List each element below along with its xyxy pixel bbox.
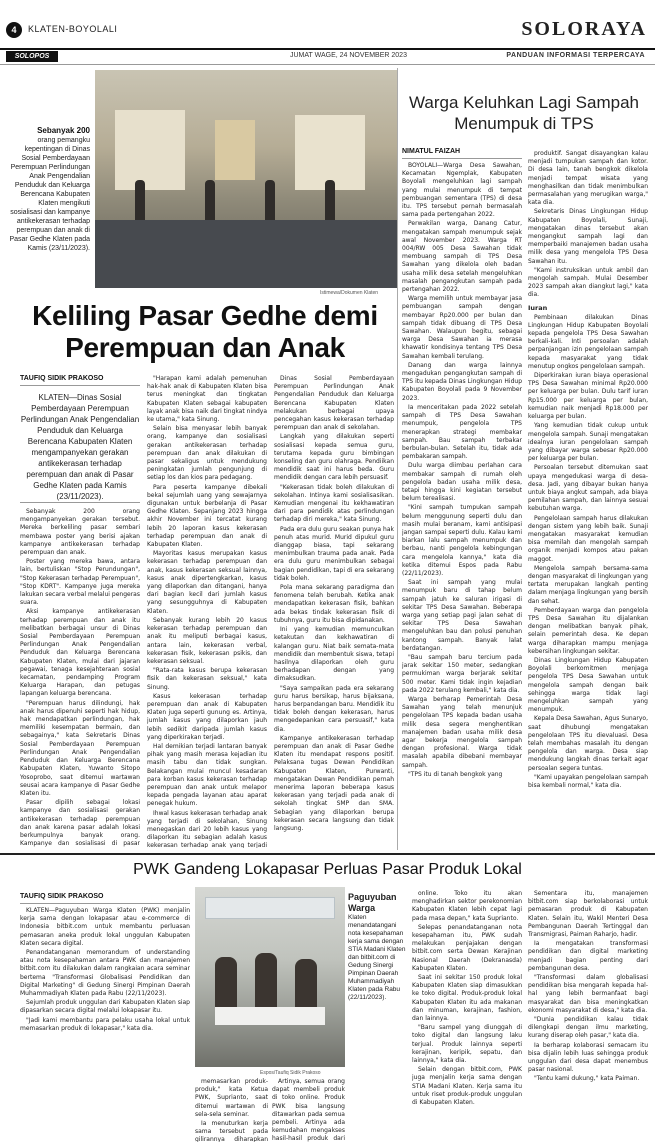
story3-col1 <box>20 907 190 1142</box>
caption-lead: Paguyuban Warga <box>348 892 397 913</box>
mou-signing-photo <box>195 887 345 1067</box>
story1-col3 <box>274 375 394 848</box>
market-campaign-photo <box>95 70 397 288</box>
paragraph: Pola mana sekarang paradigma dan fenomena telah berubah. Ketika anak mendapatkan kekerasan fisik, bahkan ada bekas tindak kekerasan fisik di tubuhnya, guru itu bisa dipidanakan. <box>274 584 394 624</box>
paragraph: "Jadi kami membantu para pelaku usaha lokal untuk memasarkan produk di lokapasar," kata dia. <box>20 1016 190 1032</box>
photo-caption-2 <box>348 892 408 1002</box>
paragraph: Kasus kekerasan terhadap perempuan dan anak di Kabupaten Klaten juga seperti gunung es. Artinya, jumlah kasus yang dilaporkan jauh lebih sedikit daripada jumlah kasus yang diperkirakan terjadi. <box>147 692 267 741</box>
paragraph: KLATEN—Paguyuban Warga Klaten (PWK) menjalin kerja sama dengan lokapasar atau e-commerce di Indonesia bitbit.com untuk membantu perluasan pemasaran aneka produk lokal unggulan Kabupaten Klaten secara digital. <box>20 907 190 947</box>
paragraph: Ia mengatakan transformasi pendidikan dan digital marketing menjadi bagian penting dari pembangunan desa. <box>528 940 648 972</box>
paragraph: Ia menuturkan kerja sama tersebut pada gilirannya diharapkan <box>195 1120 268 1142</box>
divider <box>402 158 522 159</box>
page-number: 4 <box>6 22 22 38</box>
lead-1: KLATEN—Dinas Sosial Pemberdayaan Perempuan Perlindungan Anak Pengendalian Penduduk dan Keluarga Berencana Kabupaten Klaten mengampanyekan gerakan antikekerasan terhadap perempuan dan anak di Pasar Gedhe Klaten pada Kamis (23/11/2023). <box>20 393 140 501</box>
paragraph: Pemberdayaan warga dan pengelola TPS Desa Sawahan itu dijalankan dengan melibatkan banyak pihak, selain pemerintah desa. Ke depan warga diharapkan mampu menjaga kebersihan lingkungan sekitar. <box>528 606 648 655</box>
story2-col2 <box>528 150 648 850</box>
paragraph: Hal demikian terjadi lantaran banyak pihak yang masih merasa kejadian itu masih tabu dan tidak sungkan. Belakangan mulai muncul kesadaran para korban kasus kekerasan terhadap perempuan dan anak untuk melapor kepada pengada layanan atau aparat penegak hukum. <box>147 742 267 808</box>
byline-1-wrap <box>20 375 140 382</box>
paragraph: "Bau sampah baru tercium pada jarak sekitar 150 meter, sedangkan permukiman warga berjarak sekitar 500 meter. Kami tidak ingin kejadian pada 2022 terulang kembali," kata dia. <box>402 653 522 694</box>
person-shape <box>135 180 145 220</box>
byline-2: NIMATUL FAIZAH <box>402 148 461 155</box>
paragraph: Dulu warga diimbau perlahan cara membakar sampah di rumah oleh pengelola badan usaha milik desa, tetapi hingga kini kegiatan tersebut belum terealisasi. <box>402 462 522 503</box>
paragraph: Yang kemudian tidak cukup untuk mengelola sampah. Sunaji mengatakan idealnya iuran pengelolaan sampah yang dibayar warga sebesar Rp20.000 per keluarga per bulan. <box>528 422 648 463</box>
paragraph: "Harapan kami adalah pemenuhan hak-hak anak di Kabupaten Klaten bisa terus meningkat dan tingkatan Kabupaten Klaten sebagai kabupaten layak anak bisa naik dari tingkat nindya ke utama," kata Sinung. <box>147 375 267 424</box>
issue-date: JUMAT WAGE, 24 NOVEMBER 2023 <box>290 52 407 59</box>
headline-1: Keliling Pasar Gedhe demi Perempuan dan Anak <box>32 300 378 363</box>
story1-col1 <box>20 508 140 848</box>
section-rule <box>0 853 655 855</box>
paragraph: Sekretaris Dinas Lingkungan Hidup Kabupaten Boyolali, Sunaji, mengatakan dinas tersebut akan mengangkut sampah lagi dan memperbaiki manajemen badan usaha milik desa yang mengelola TPS Desa Sawahan itu. <box>528 208 648 265</box>
paragraph: produktif. Sangat disayangkan kalau menjadi tumpukan sampah dan kotor. Di desa lain, tanah bengkok dikelola menjadi tempat wisata yang menghasilkan dan tidak menimbulkan permasalahan yang merugikan warga," kata dia. <box>528 150 648 207</box>
headline-2: Warga Keluhkan Lagi Sampah Menumpuk di TPS <box>409 93 639 133</box>
paragraph: online. Toko itu akan menghadirkan sektor perekonomian Kabupaten Klaten lebih cepat lagi pada masa depan," kata Suprianto. <box>412 890 522 922</box>
byline-1: TAUFIQ SIDIK PRAKOSO <box>20 375 104 382</box>
paragraph: Diperkirakan iuran biaya operasional TPS Desa Sawahan minimal Rp20.000 per keluarga per bulan. Dulu tarif iuran Rp15.000 per keluarga per bulan, kemudian naik menjadi Rp18.000 per keluarga per bulan. <box>528 372 648 421</box>
paragraph: "Kini sampah tumpukan sampah belum menggunung seperti dulu dan masih mulai beranam, kami antisipasi jangan sampai seperti dulu. Kalau kami biarkan lalu sampah menumpuk dan berbau, nanti pengelola kebingungan cara mengelola kannya," kata dia ketika ditemui Espos pada Rabu (22/11/2023). <box>402 504 522 577</box>
paragraph: "Kekerasan tidak boleh dilakukan di sekolahan. Intinya kami sosialisasikan. Kemudian mengenai itu kekhawatiran dari para pendidik atas perlindungan terhadap diri mereka," kata Sinung. <box>274 483 394 524</box>
masthead-rule <box>0 48 655 50</box>
paragraph: "TPS itu di tanah bengkok yang <box>408 770 503 778</box>
paragraph: Sebanyak kurang lebih 20 kasus kekerasan terhadap perempuan dan anak itu meliputi berbagai kasus, antara lain, kekerasan verbal, kekerasan fisik, kekerasan psikis, dan kekerasan seksual. <box>147 616 267 665</box>
paragraph: "Perempuan harus dilindungi, hak anak harus dipenuhi seperti hak hidup, hak mendapatkan perlindungan, hak memiliki kesempatan bermain, dan sebagainya," kata Sekretaris Dinas Sosial Pemberdayaan Perempuan Perlindungan Anak Pengendalian Penduduk dan Keluarga Berencana Kabupaten Klaten, Yuwanto Sitopo Yosoprobo, saat ditemui wartawan seusai acara kampanye di Pasar Gedhe Klaten itu. <box>20 699 140 797</box>
paragraph: Selain dengan bitbit.com, PWK juga menjalin kerja sama dengan STIA Madani Klaten. Kerja sama itu untuk riset produk-produk unggulan di Kabupaten Klaten. <box>412 1066 522 1107</box>
paragraph: "Tentu kami dukung," kata Paiman. <box>534 1075 640 1083</box>
paragraph: Pasar dipilih sebagai lokasi kampanye dan sosialisasi gerakan antikekerasan terhadap perempuan dan anak karena pasar adalah lokasi berkumpulnya banyak orang. Kampanye dan sosialisasi di pasar <box>20 799 140 848</box>
photo-caption-1 <box>8 126 90 253</box>
poster-shape <box>115 110 185 190</box>
paragraph: Mayoritas kasus merupakan kasus kekerasan terhadap perempuan dan anak, kasus kekerasan seksual lainnya, kasus anak dipertengkarkan, kasus yang dilaporkan dan ditangani, hanya dari bagian kecil dari jumlah kasus yang sesungguhnya di Kabupaten Klaten. <box>147 550 267 615</box>
paragraph: Pembinaan dilakukan Dinas Lingkungan Hidup Kabupaten Boyolali kepada pengelola TPS Desa Sawahan berkali-kali. Inti persoalan adalah perpanjangan izin pengelolaan sampah kepada masyarakat yang tidak menutup ongkos pengelolaan sampah. <box>528 313 648 370</box>
paragraph: Kampanye antikekerasan terhadap perempuan dan anak di Pasar Gedhe Klaten itu mendapat respons positif. Pelaksana tugas Dewan Pendidikan Kabupaten Klaten, Purwanti, mengatakan Dewan Pendidikan pernah menerima laporan beberapa kasus kekerasan yang terjadi pada anak di sekolah tingkat SMP dan SMA. Sebagian yang dilaporkan berupa kekerasan secara langsung dan tidak langsung. <box>274 734 394 832</box>
rubric-label: KLATEN-BOYOLALI <box>28 24 118 34</box>
paragraph: Saat ini sampah yang mulai menumpuk baru di tahap belum sampah jatuh ke saluran irigasi di sekitar TPS Desa Sawahan. Beberapa warga yang setiap pagi jalan sehat di sekitar TPS Desa Sawahan mengeluhkan bau dan polusi penuhan kantong sampah. Banyak lalat berdatangan. <box>402 579 522 652</box>
paragraph: "Baru sampel yang diunggah di toko digital dan langsung laku terjual. Produk lainnya seperti kerajinan, keripik, sepatu, dan lainnya," kata dia. <box>412 1024 522 1065</box>
paragraph: Dinas Sosial Pemberdayaan Perempuan Perlindungan Anak Pengendalian Penduduk dan Keluarga Berencana Kabupaten Klaten melakukan berbagai upaya pencegahan kasus kekerasan terhadap perempuan dan anak di sekolahan. <box>274 375 394 432</box>
masthead <box>0 0 655 48</box>
section-title: SOLORAYA <box>521 18 647 40</box>
paragraph: Kepala Desa Sawahan, Agus Sunaryo, saat dihubungi mengatakan pengelolaan TPS itu dievaluasi. Desa telah membahas masalah itu dengan pengelola dan warga. Desa siap mendukung langkah dinas terkait agar persoalan segera tuntas. <box>528 715 648 772</box>
paragraph: "Kami upayakan pengelolaan sampah bisa kembali normal," kata dia. <box>528 773 648 790</box>
divider <box>20 903 190 904</box>
poster-shape <box>295 115 365 190</box>
story3-col5 <box>528 890 648 1142</box>
tagline: PANDUAN INFORMASI TERPERCAYA <box>506 52 645 59</box>
paragraph: Ia menceritakan pada 2022 setelah sampah di TPS Desa Sawahan menumpuk, pengelola TPS menerapkan strategi membakar sampah. Bau sampah terbakar berbulan-bulan. Setelah itu, tidak ada pembakaran sampah. <box>402 403 522 461</box>
paragraph: Sementara itu, manajemen bitbit.com siap berkolaborasi untuk pemasaran produk di Kabupaten Klaten. Selain itu, Wakil Menteri Desa Pembangunan Daerah Tertinggal dan Transmigrasi, Paiman Raharjo, hadir. <box>528 890 648 939</box>
newspaper-logo: SOLOPOS <box>6 51 58 62</box>
paragraph: Ia berharap kolaborasi semacam itu bisa dijalin lebih luas sehingga produk unggulan dari desa dapat menembus pasar nasional. <box>528 1041 648 1074</box>
photo-credit-1: Istimewa/Dokumen Klaten <box>320 290 379 296</box>
paragraph: BOYOLALI—Warga Desa Sawahan, Kecamatan Ngemplak, Kabupaten Boyolali mengeluhkan lagi sampah yang mulai menumpuk di tempat pembuangan sementara (TPS) di desa itu. TPS tersebut pernah bermasalah sama pada pertengahan 2022. <box>402 162 522 219</box>
divider <box>20 385 140 386</box>
caption-lead: Sebanyak 200 <box>37 126 90 135</box>
paragraph: Sebanyak 200 orang mengampanyekan gerakan tersebut. Mereka berkeliling pasar sembari membawa poster yang berisi ajakan kampanye antikekerasan terhadap perempuan dan anak. <box>20 508 140 557</box>
paragraph: Selain bisa menyasar lebih banyak orang, kampanye dan sosialisasi gerakan antikekerasan terhadap perempuan dan anak dilakukan di pasar sekaligus untuk mendukung peningkatan jumlah pengunjung di setiap los dan kios para pedagang. <box>147 425 267 482</box>
paragraph: Para peserta kampanye dibekali bekal sejumlah uang yang sewajarnya digunakan untuk berbelanja di Pasar Gedhe Klaten. Sepanjang 2023 hingga akhir November ini tercatat kurang lebih 20 laporan kasus kekerasan terhadap perempuan dan anak di Kabupaten Klaten. <box>147 483 267 549</box>
story3-col2 <box>195 1078 268 1142</box>
column-divider <box>397 68 398 850</box>
paragraph: Selepas penandatanganan nota kesepahaman itu, PWK sudah melakukan penjajakan dengan bitbit.com serta Dewan Kerajinan Nasional Daerah (Dekranasda) Kabupaten Klaten. <box>412 923 522 972</box>
story1-col2 <box>147 375 267 848</box>
banner-shape <box>205 897 335 919</box>
paragraph: "Transformasi dalam globalisasi pendidikan bisa mengarah kepada hal-hal yang lebih bermanfaat bagi masyarakat dan bisa meningkatkan ekonomi masyarakat di desa," kata dia. <box>528 974 648 1014</box>
paragraph: Dinas Lingkungan Hidup Kabupaten Boyolali berkomitmen menjaga pengelola TPS Desa Sawahan untuk mengelola sampah dengan baik sehingga warga tidak lagi mengeluhkan sampah yang menumpuk. <box>528 656 648 714</box>
poster-shape <box>215 120 255 180</box>
paragraph: Pengelolaan sampah harus dilakukan dengan sistem yang lebih baik. Sunaji mengatakan masyarakat kemudian bisa memilah dan mengolah sampah organik menjadi kompos atau pakan maggot. <box>528 514 648 563</box>
subhead: Iuran <box>528 303 548 312</box>
person-shape <box>325 180 335 220</box>
paragraph: "Kami instruksikan untuk ambil dan mengolah sampah. Mulai Desember 2023 sampah akan diangkut lagi," kata dia. <box>528 266 648 299</box>
paragraph: "Rata-rata kasus berupa kekerasan fisik dan kekerasan seksual," kata Sinung. <box>147 667 267 691</box>
person-shape <box>255 953 277 1013</box>
person-shape <box>265 180 275 220</box>
paragraph: "Dunia pendidikan kalau tidak dilengkapi dengan ilmu marketing, kurang diserap oleh pasar," kata dia. <box>528 1016 648 1040</box>
paragraph: Sejumlah produk unggulan dari Kabupaten Klaten siap dipasarkan secara digital melalui lokapasar itu. <box>20 999 190 1015</box>
headline-3: PWK Gandeng Lokapasar Perluas Pasar Produk Lokal <box>133 861 522 878</box>
paragraph: Mengelola sampah bersama-sama dengan masyarakat di lingkungan yang tertata merupakan langkah penting dalam menjaga lingkungan yang bersih dan sehat. <box>528 564 648 605</box>
paragraph: Poster yang mereka bawa, antara lain, bertuliskan "Stop Perundungan", "Stop Kekerasan terhadap Perempuan", "Stop KDRT". Kampanye juga mereka lakukan secara verbal melalui pengeras suara. <box>20 558 140 607</box>
caption-text: Klaten menandatangani nota kesepahaman kerja sama dengan STIA Madani Klaten dan bitbit.com di Gedung Sinergi Pimpinan Daerah Muhammadiyah Klaten pada Rabu (22/11/2023). <box>348 914 406 1001</box>
paragraph: Perwakilan warga, Danang Catur, mengatakan sampah menumpuk sejak awal November 2023. Warga RT 004/RW 005 Desa Sawahan tidak membuang sampah di TPS Desa Sawahan yang dikelola oleh badan usaha milik desa setelah mengeluhkan masalah pengangkutan sampah pada pertengahan 2022. <box>402 220 522 294</box>
paragraph: Artinya, semua orang dapat membeli produk di toko online. Produk PWK bisa langsung ditawarkan pada semua pembeli. Artinya ada kemudahan mengakses hasil-hasil produk dari <box>272 1078 345 1142</box>
story3-col4 <box>412 890 522 1142</box>
paragraph: Pada era dulu guru seakan punya hak penuh atas murid. Murid dipukul guru dianggap biasa, tapi sekarang menimbulkan trauma pada anak. Pada era dulu guru menimbulkan sebagai bagian pendidikan, tapi di era sekarang tidak boleh. <box>274 525 394 582</box>
paragraph: Warga memilih untuk membayar jasa pembuangan sampah dengan membayar Rp20.000 per bulan dan sampah tidak dibuang di TPS Desa Sawahan. Walaupun begitu, sebagai warga Desa Sawahan ia merasa khawatir kondisinya tentang TPS Desa Sawahan kembali terulang. <box>402 295 522 360</box>
table-shape <box>215 1007 325 1025</box>
story2-col1 <box>402 162 522 850</box>
divider <box>20 502 140 503</box>
paragraph: Penandatanganan memorandum of understanding atau nota kesepahaman antara PWK dan manajemen bitbit.com itu dilakukan dalam rangkaian acara seminar bertema "Transformasi Globalisasi Pendidikan dan Digital Marketing" di Gedung Sinergi Pimpinan Daerah Muhammadiyah Klaten pada Rabu (22/11/2023). <box>20 949 190 998</box>
story3-col3 <box>272 1078 345 1142</box>
person-shape <box>205 180 215 220</box>
paragraph: Langkah yang dilakukan seperti sosialisasi kepada semua guru, terutama kepada guru bimbingan konseling dan guru olahraga. Pendiikan mendidik saat ini harus beda. Guru mendidik dengan cara lebih persuasif. <box>274 433 394 482</box>
byline-3: TAUFIQ SIDIK PRAKOSO <box>20 893 104 900</box>
paragraph: Saat ini sekitar 150 produk lokal Kabupaten Klaten siap dimasukkan ke toko digital. Produk-produk lokal Kabupaten Klaten itu ada makanan dan minuman, kerajinan, fashion, dan lainnya. <box>412 974 522 1023</box>
paragraph: Danang dan warga lainnya mengadukan pengangkutan sampah di TPS itu kepada Dinas Lingkungan Hidup Kabupaten Boyolali pada 9 November 2023. <box>402 361 522 402</box>
paragraph: Persoalan tersebut ditemukan saat upaya mengedukasi warga di desa-desa. Jadi, yang dibayar bukan hanya untuk biaya angkut sampah, ada biaya pemilahan sampah, dan lainnya sesuai kebutuhan warga. <box>528 464 648 513</box>
paragraph: "Saya sampaikan pada era sekarang guru harus bersikap, harus bijaksana, harus berpandangan baru. Mendidik itu tidak boleh dengan kekerasan, harus mengedepankan cara persuasif," kata dia. <box>274 684 394 733</box>
market-stall-shape <box>95 220 397 288</box>
header-divider <box>0 64 655 65</box>
paragraph: Ini yang kemudian memunculkan ketakutan dan kekhawatiran di kalangan guru. Niat baik semata-mata mendidik dan membentuk siswa, tetapi hasilnya dilaporkan oleh guru berhadapan dengan yang dimaksudkan. <box>274 626 394 683</box>
paragraph: Warga berharap Pemerintah Desa Sawahan yang telah menunjuk pengelolaan TPS kepada badan usaha milik desa segera menghentikan manajemen badan usaha milik desa agar bekerja mengelola sampah dengan profesional. Warga tidak masalah apabila dibebani membayar sampah. <box>402 696 522 769</box>
paragraph: Aksi kampanye antikekerasan terhadap perempuan dan anak itu melibatkan berbagai unsur di Dinas Sosial Pemberdayaan Perempuan Perlindungan Anak Pengendalian Penduduk dan Keluarga Berencana Kabupaten Klaten, mulai dari jajaran pegawai, tenaga kesejahteraan sosial kecamatan, pendamping Program Keluarga Harapan, dan petugas lapangan keluarga berencana. <box>20 608 140 698</box>
paragraph: Ihwal kasus kekerasan terhadap anak yang terjadi di sekolahan, Sinung menegaskan dari 20 lebih kasus yang dilaporkan itu sebagian adalah kasus kekerasan terhadap anak yang terjadi <box>147 809 267 848</box>
photo-credit-2: Espos/Taufiq Sidik Prakoso <box>260 1070 321 1076</box>
caption-text: orang pemangku kepentingan di Dinas Sosial Pemberdayaan Perempuan Perlindungan Anak Pengendalian Penduduk dan Keluarga Berencana Kabupaten Klaten mengikuti sosialisasi dan kampanye antikekerasan terhadap perempuan dan anak di Pasar Gedhe Klaten pada Kamis (23/11/2023). <box>9 137 90 252</box>
paragraph: memasarkan produk-produk," kata Ketua PWK, Suprianto, saat ditemui wartawan di sela-sela seminar. <box>195 1078 268 1118</box>
